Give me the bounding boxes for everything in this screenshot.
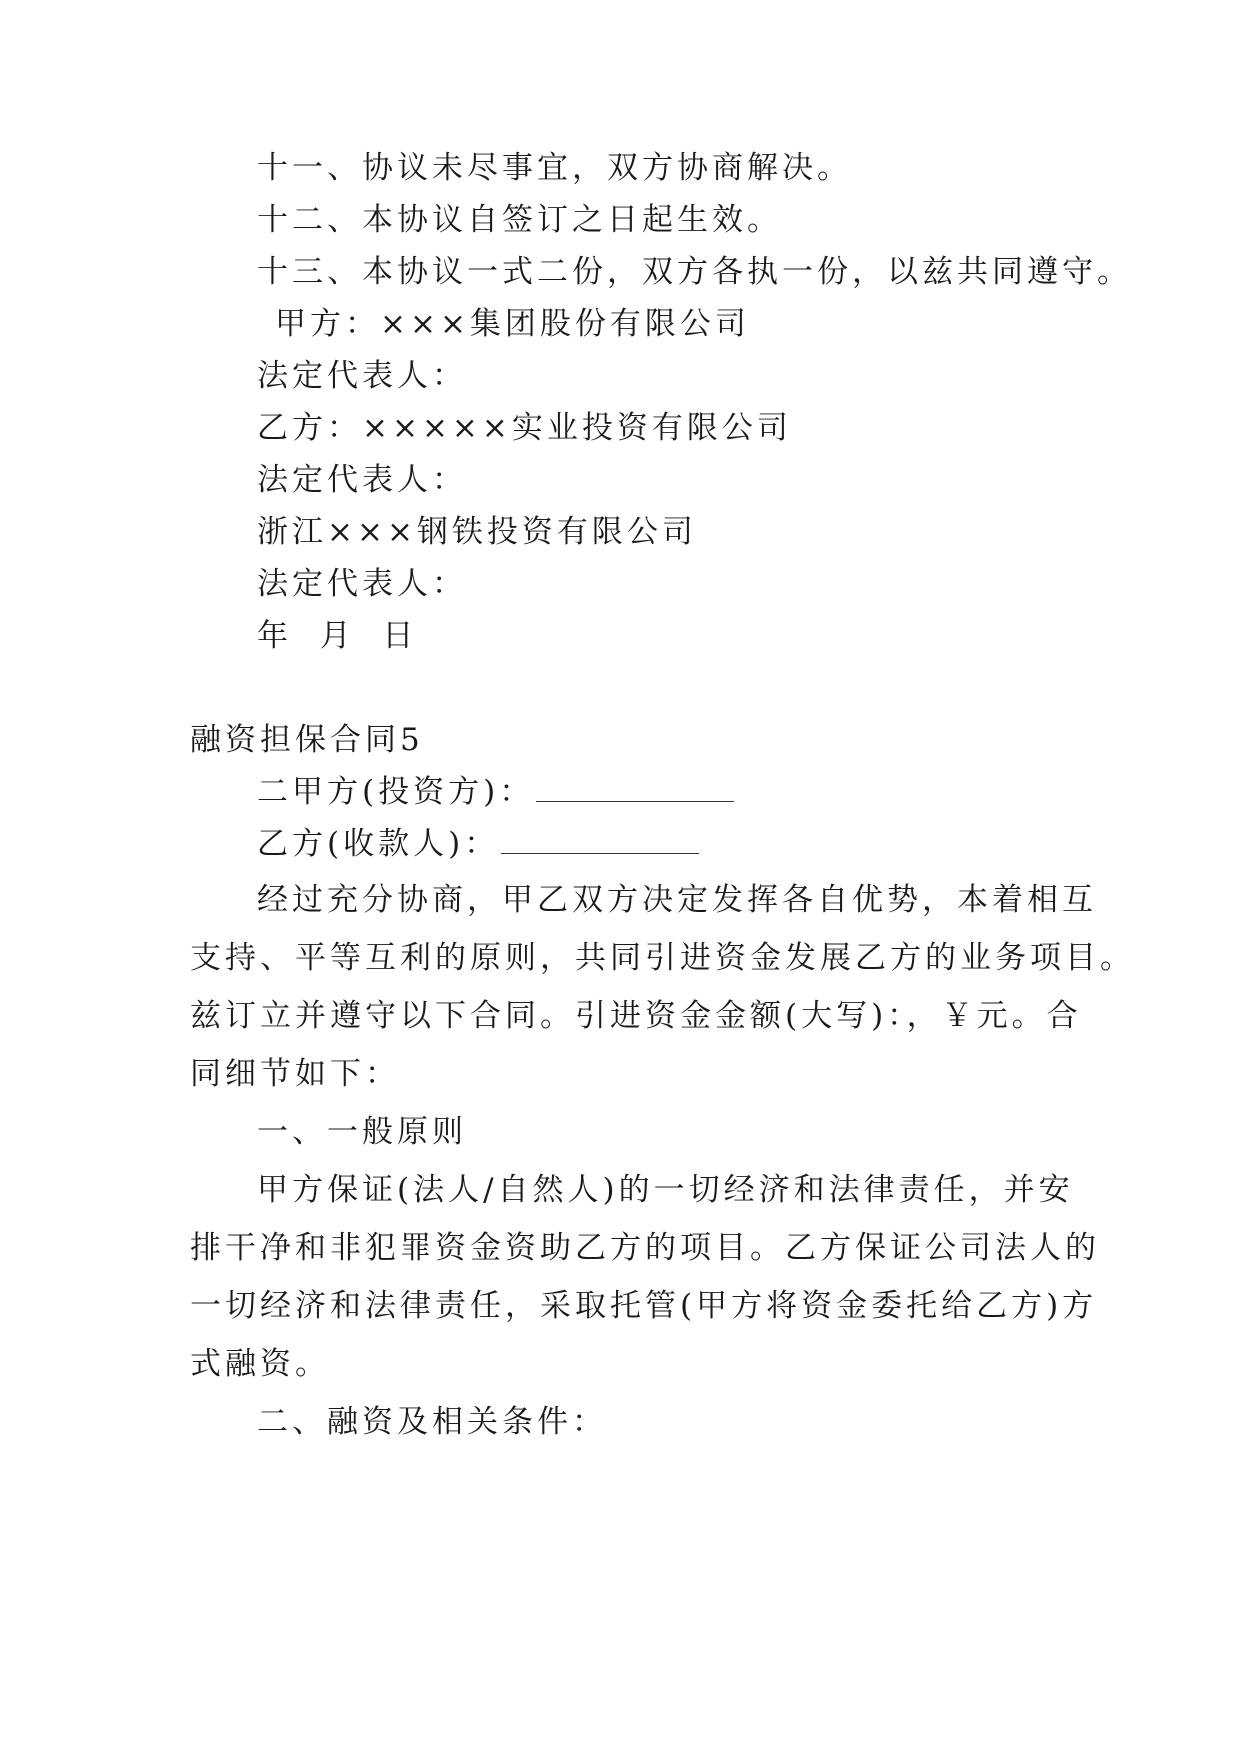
payee-blank — [501, 825, 699, 854]
contract-title: 融资担保合同5 — [190, 722, 424, 758]
legal-rep-a: 法定代表人： — [257, 358, 467, 394]
intro-line-4: 同细节如下： — [190, 1056, 400, 1092]
principle-line-4: 式融资。 — [190, 1346, 330, 1382]
party-b: 乙方：×××××实业投资有限公司 — [257, 410, 792, 446]
clause-12: 十二、本协议自签订之日起生效。 — [257, 202, 782, 238]
principle-line-3: 一切经济和法律责任，采取托管(甲方将资金委托给乙方)方 — [190, 1288, 1098, 1324]
principle-line-2: 排干净和非犯罪资金资助乙方的项目。乙方保证公司法人的 — [190, 1230, 1100, 1266]
party-a: 甲方：×××集团股份有限公司 — [275, 306, 750, 342]
legal-rep-c: 法定代表人： — [257, 566, 467, 602]
party-c: 浙江×××钢铁投资有限公司 — [257, 514, 697, 550]
intro-line-1: 经过充分协商，甲乙双方决定发挥各自优势，本着相互 — [257, 882, 1097, 918]
legal-rep-b: 法定代表人： — [257, 462, 467, 498]
payee-field — [257, 824, 699, 864]
heading-financing-conditions: 二、融资及相关条件： — [257, 1404, 607, 1440]
principle-line-1: 甲方保证(法人/自然人)的一切经济和法律责任，并安 — [257, 1172, 1074, 1208]
heading-general-principles: 一、一般原则 — [257, 1114, 467, 1150]
investor-field — [257, 772, 734, 812]
investor-blank — [536, 773, 734, 802]
investor-label: 二甲方(投资方)： — [257, 774, 535, 810]
payee-label: 乙方(收款人)： — [257, 826, 500, 862]
clause-13: 十三、本协议一式二份，双方各执一份，以兹共同遵守。 — [257, 254, 1132, 290]
intro-line-3: 兹订立并遵守以下合同。引进资金金额(大写)：，￥元。合 — [190, 998, 1082, 1034]
clause-11: 十一、协议未尽事宜，双方协商解决。 — [257, 150, 852, 186]
signing-date: 年 月 日 — [257, 618, 418, 654]
intro-line-2: 支持、平等互利的原则，共同引进资金发展乙方的业务项目。 — [190, 940, 1135, 976]
